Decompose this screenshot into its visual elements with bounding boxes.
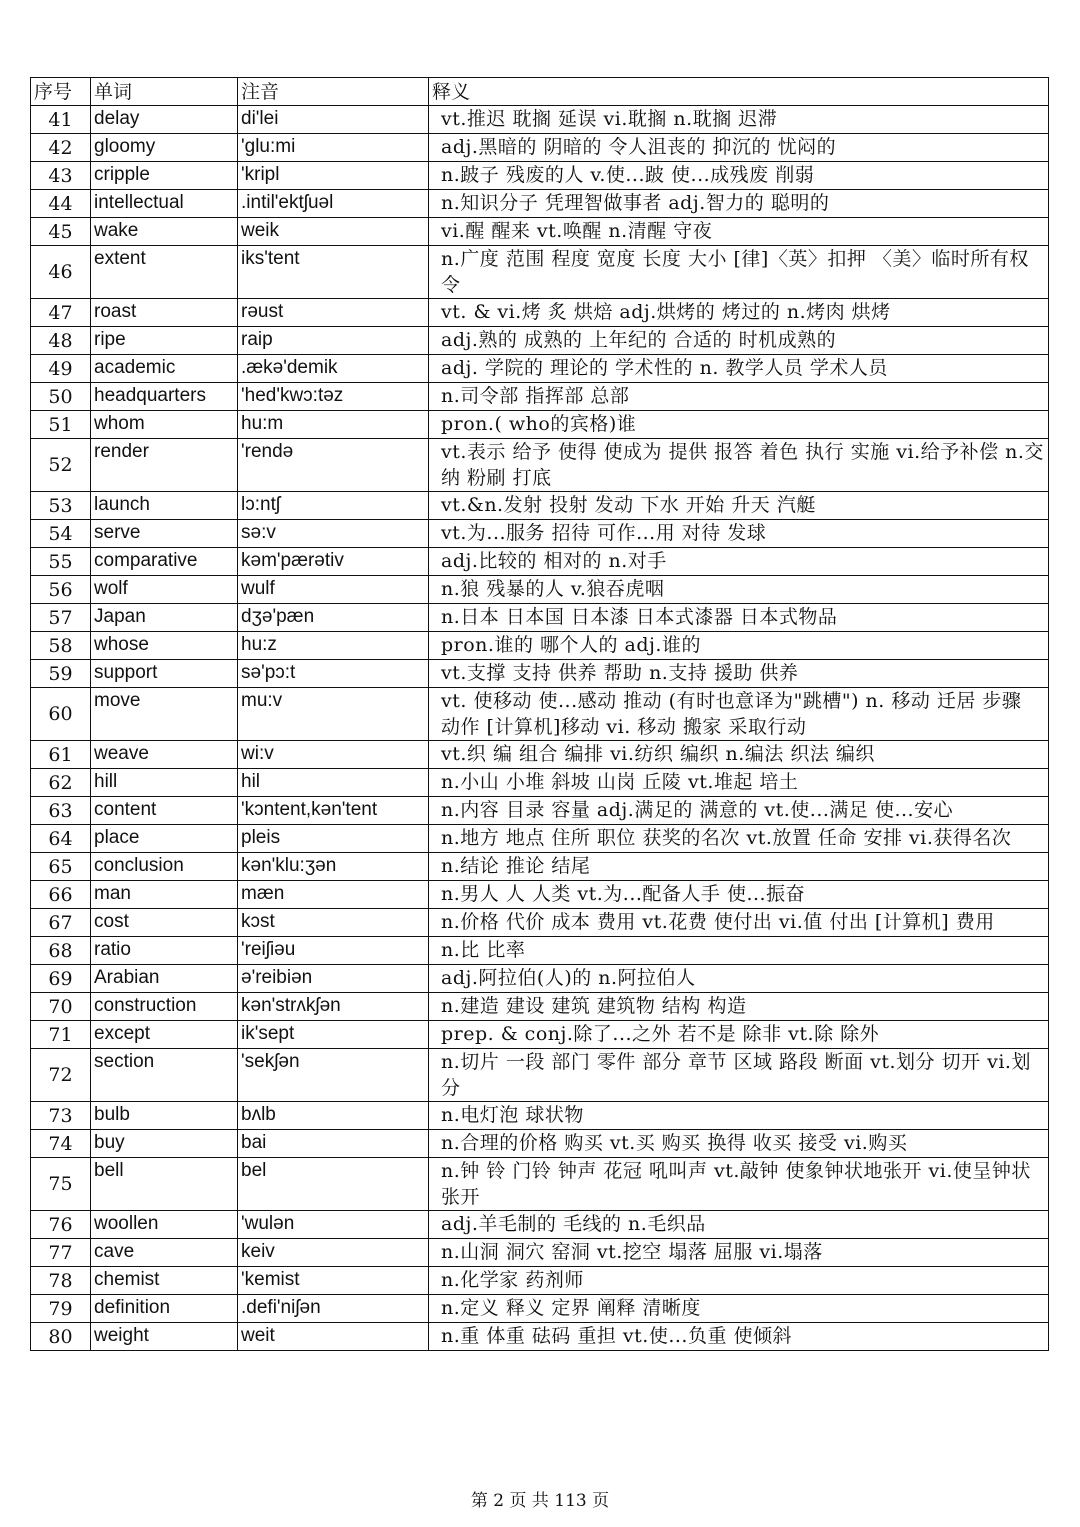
row-number: 53 <box>31 492 91 520</box>
row-word: delay <box>91 106 238 134</box>
row-number: 62 <box>31 769 91 797</box>
row-number: 57 <box>31 604 91 632</box>
table-row <box>31 246 1049 299</box>
vocabulary-sheet <box>30 77 1048 1351</box>
table-row <box>31 299 1049 327</box>
row-number: 79 <box>31 1295 91 1323</box>
row-meaning: n.合理的价格 购买 vt.买 购买 换得 收买 接受 vi.购买 <box>429 1130 1049 1158</box>
table-row <box>31 1021 1049 1049</box>
row-number: 80 <box>31 1323 91 1351</box>
row-phonetic: 'glu:mi <box>238 134 429 162</box>
row-meaning: n.比 比率 <box>429 937 1049 965</box>
table-row <box>31 632 1049 660</box>
row-phonetic: wi:v <box>238 741 429 769</box>
table-row <box>31 1158 1049 1211</box>
table-row <box>31 411 1049 439</box>
table-row <box>31 965 1049 993</box>
row-phonetic: kən'strʌkʃən <box>238 993 429 1021</box>
row-word: whose <box>91 632 238 660</box>
row-phonetic: iks'tent <box>238 246 429 299</box>
table-row <box>31 548 1049 576</box>
row-number: 68 <box>31 937 91 965</box>
row-meaning: vt.表示 给予 使得 使成为 提供 报答 着色 执行 实施 vi.给予补偿 n.交纳 粉刷 打底 <box>429 439 1049 492</box>
row-number: 51 <box>31 411 91 439</box>
row-phonetic: .intil'ektʃuəl <box>238 190 429 218</box>
row-word: intellectual <box>91 190 238 218</box>
row-phonetic: .defi'niʃən <box>238 1295 429 1323</box>
table-row <box>31 106 1049 134</box>
row-word: woollen <box>91 1211 238 1239</box>
row-meaning: n.狼 残暴的人 v.狼吞虎咽 <box>429 576 1049 604</box>
row-number: 76 <box>31 1211 91 1239</box>
row-phonetic: lɔ:ntʃ <box>238 492 429 520</box>
row-word: launch <box>91 492 238 520</box>
row-word: comparative <box>91 548 238 576</box>
row-word: cost <box>91 909 238 937</box>
table-row <box>31 825 1049 853</box>
table-row <box>31 576 1049 604</box>
header-word: 单词 <box>91 78 238 106</box>
row-word: except <box>91 1021 238 1049</box>
row-word: roast <box>91 299 238 327</box>
row-word: ripe <box>91 327 238 355</box>
table-header-row <box>31 78 1049 106</box>
table-row <box>31 1130 1049 1158</box>
row-word: section <box>91 1049 238 1102</box>
row-phonetic: 'wulən <box>238 1211 429 1239</box>
row-word: content <box>91 797 238 825</box>
row-number: 59 <box>31 660 91 688</box>
row-word: definition <box>91 1295 238 1323</box>
table-row <box>31 492 1049 520</box>
row-meaning: n.内容 目录 容量 adj.满足的 满意的 vt.使...满足 使...安心 <box>429 797 1049 825</box>
row-meaning: vt. & vi.烤 炙 烘焙 adj.烘烤的 烤过的 n.烤肉 烘烤 <box>429 299 1049 327</box>
table-row <box>31 604 1049 632</box>
row-meaning: n.小山 小堆 斜坡 山岗 丘陵 vt.堆起 培土 <box>429 769 1049 797</box>
row-meaning: n.电灯泡 球状物 <box>429 1102 1049 1130</box>
row-meaning: n.结论 推论 结尾 <box>429 853 1049 881</box>
row-meaning: n.男人 人 人类 vt.为...配备人手 使...振奋 <box>429 881 1049 909</box>
row-word: wolf <box>91 576 238 604</box>
row-phonetic: rəust <box>238 299 429 327</box>
row-phonetic: 'sekʃən <box>238 1049 429 1102</box>
row-phonetic: bel <box>238 1158 429 1211</box>
vocabulary-table <box>30 77 1049 1351</box>
header-phonetic: 注音 <box>238 78 429 106</box>
row-phonetic: bai <box>238 1130 429 1158</box>
row-meaning: n.钟 铃 门铃 钟声 花冠 吼叫声 vt.敲钟 使象钟状地张开 vi.使呈钟状 张开 <box>429 1158 1049 1211</box>
row-meaning: n.日本 日本国 日本漆 日本式漆器 日本式物品 <box>429 604 1049 632</box>
row-phonetic: bʌlb <box>238 1102 429 1130</box>
row-number: 46 <box>31 246 91 299</box>
row-phonetic: ik'sept <box>238 1021 429 1049</box>
row-number: 42 <box>31 134 91 162</box>
row-number: 47 <box>31 299 91 327</box>
row-phonetic: ə'reibiən <box>238 965 429 993</box>
row-meaning: vt.推迟 耽搁 延误 vi.耽搁 n.耽搁 迟滞 <box>429 106 1049 134</box>
table-row <box>31 853 1049 881</box>
table-row <box>31 993 1049 1021</box>
row-phonetic: mæn <box>238 881 429 909</box>
row-meaning: n.建造 建设 建筑 建筑物 结构 构造 <box>429 993 1049 1021</box>
row-number: 73 <box>31 1102 91 1130</box>
table-row <box>31 327 1049 355</box>
row-word: extent <box>91 246 238 299</box>
row-meaning: n.知识分子 凭理智做事者 adj.智力的 聪明的 <box>429 190 1049 218</box>
row-number: 63 <box>31 797 91 825</box>
row-word: move <box>91 688 238 741</box>
row-meaning: vt. 使移动 使...感动 推动 (有时也意译为"跳槽") n. 移动 迁居 步骤 动作 [计算机]移动 vi. 移动 搬家 采取行动 <box>429 688 1049 741</box>
row-meaning: adj. 学院的 理论的 学术性的 n. 教学人员 学术人员 <box>429 355 1049 383</box>
row-word: cave <box>91 1239 238 1267</box>
table-row <box>31 190 1049 218</box>
row-phonetic: sə:v <box>238 520 429 548</box>
row-number: 49 <box>31 355 91 383</box>
row-phonetic: sə'pɔ:t <box>238 660 429 688</box>
row-meaning: n.重 体重 砝码 重担 vt.使...负重 使倾斜 <box>429 1323 1049 1351</box>
table-row <box>31 797 1049 825</box>
row-meaning: n.广度 范围 程度 宽度 长度 大小 [律]〈英〉扣押 〈美〉临时所有权令 <box>429 246 1049 299</box>
row-phonetic: weik <box>238 218 429 246</box>
row-meaning: adj.比较的 相对的 n.对手 <box>429 548 1049 576</box>
row-number: 70 <box>31 993 91 1021</box>
row-word: gloomy <box>91 134 238 162</box>
row-meaning: n.跛子 残废的人 v.使...跛 使...成残废 削弱 <box>429 162 1049 190</box>
row-word: bell <box>91 1158 238 1211</box>
table-row <box>31 741 1049 769</box>
page-footer: 第 2 页 共 113 页 <box>470 1491 610 1511</box>
row-number: 75 <box>31 1158 91 1211</box>
header-number: 序号 <box>31 78 91 106</box>
row-number: 54 <box>31 520 91 548</box>
table-row <box>31 1323 1049 1351</box>
table-row <box>31 688 1049 741</box>
row-meaning: prep. & conj.除了...之外 若不是 除非 vt.除 除外 <box>429 1021 1049 1049</box>
row-word: conclusion <box>91 853 238 881</box>
row-word: weight <box>91 1323 238 1351</box>
row-phonetic: kəm'pærətiv <box>238 548 429 576</box>
row-meaning: vt.&n.发射 投射 发动 下水 开始 升天 汽艇 <box>429 492 1049 520</box>
table-row <box>31 1211 1049 1239</box>
table-row <box>31 881 1049 909</box>
row-phonetic: 'kɔntent,kən'tent <box>238 797 429 825</box>
row-phonetic: .ækə'demik <box>238 355 429 383</box>
row-number: 77 <box>31 1239 91 1267</box>
row-number: 65 <box>31 853 91 881</box>
table-row <box>31 1102 1049 1130</box>
row-phonetic: hil <box>238 769 429 797</box>
row-word: support <box>91 660 238 688</box>
row-meaning: adj.黑暗的 阴暗的 令人沮丧的 抑沉的 忧闷的 <box>429 134 1049 162</box>
row-phonetic: hu:z <box>238 632 429 660</box>
row-word: whom <box>91 411 238 439</box>
row-number: 55 <box>31 548 91 576</box>
row-phonetic: 'reiʃiəu <box>238 937 429 965</box>
row-number: 41 <box>31 106 91 134</box>
row-meaning: adj.阿拉伯(人)的 n.阿拉伯人 <box>429 965 1049 993</box>
row-number: 72 <box>31 1049 91 1102</box>
row-number: 50 <box>31 383 91 411</box>
row-meaning: vt.支撑 支持 供养 帮助 n.支持 援助 供养 <box>429 660 1049 688</box>
row-phonetic: hu:m <box>238 411 429 439</box>
row-phonetic: dʒə'pæn <box>238 604 429 632</box>
table-row <box>31 909 1049 937</box>
row-word: buy <box>91 1130 238 1158</box>
table-row <box>31 1049 1049 1102</box>
row-meaning: n.司令部 指挥部 总部 <box>429 383 1049 411</box>
table-row <box>31 218 1049 246</box>
row-number: 44 <box>31 190 91 218</box>
row-phonetic: di'lei <box>238 106 429 134</box>
row-word: place <box>91 825 238 853</box>
row-meaning: vt.为...服务 招待 可作...用 对待 发球 <box>429 520 1049 548</box>
row-word: ratio <box>91 937 238 965</box>
table-row <box>31 355 1049 383</box>
table-row <box>31 162 1049 190</box>
row-word: render <box>91 439 238 492</box>
table-row <box>31 1295 1049 1323</box>
row-word: wake <box>91 218 238 246</box>
row-word: construction <box>91 993 238 1021</box>
row-number: 74 <box>31 1130 91 1158</box>
row-word: serve <box>91 520 238 548</box>
row-number: 48 <box>31 327 91 355</box>
table-row <box>31 660 1049 688</box>
row-meaning: n.价格 代价 成本 费用 vt.花费 使付出 vi.值 付出 [计算机] 费用 <box>429 909 1049 937</box>
row-number: 45 <box>31 218 91 246</box>
table-row <box>31 1239 1049 1267</box>
row-word: headquarters <box>91 383 238 411</box>
row-number: 69 <box>31 965 91 993</box>
row-number: 67 <box>31 909 91 937</box>
row-phonetic: weit <box>238 1323 429 1351</box>
row-word: academic <box>91 355 238 383</box>
row-meaning: adj.熟的 成熟的 上年纪的 合适的 时机成熟的 <box>429 327 1049 355</box>
row-phonetic: 'kemist <box>238 1267 429 1295</box>
table-row <box>31 769 1049 797</box>
row-word: Arabian <box>91 965 238 993</box>
row-word: man <box>91 881 238 909</box>
row-meaning: n.山洞 洞穴 窑洞 vt.挖空 塌落 屈服 vi.塌落 <box>429 1239 1049 1267</box>
row-number: 52 <box>31 439 91 492</box>
row-word: chemist <box>91 1267 238 1295</box>
row-phonetic: wulf <box>238 576 429 604</box>
row-number: 71 <box>31 1021 91 1049</box>
table-row <box>31 1267 1049 1295</box>
row-word: cripple <box>91 162 238 190</box>
row-phonetic: 'kripl <box>238 162 429 190</box>
row-meaning: adj.羊毛制的 毛线的 n.毛织品 <box>429 1211 1049 1239</box>
row-phonetic: keiv <box>238 1239 429 1267</box>
table-row <box>31 520 1049 548</box>
row-word: hill <box>91 769 238 797</box>
row-word: Japan <box>91 604 238 632</box>
table-row <box>31 937 1049 965</box>
row-meaning: vi.醒 醒来 vt.唤醒 n.清醒 守夜 <box>429 218 1049 246</box>
table-row <box>31 134 1049 162</box>
row-meaning: n.地方 地点 住所 职位 获奖的名次 vt.放置 任命 安排 vi.获得名次 <box>429 825 1049 853</box>
row-phonetic: kɔst <box>238 909 429 937</box>
row-number: 56 <box>31 576 91 604</box>
row-number: 60 <box>31 688 91 741</box>
row-phonetic: 'rendə <box>238 439 429 492</box>
row-meaning: n.切片 一段 部门 零件 部分 章节 区域 路段 断面 vt.划分 切开 vi.划分 <box>429 1049 1049 1102</box>
row-word: weave <box>91 741 238 769</box>
row-phonetic: raip <box>238 327 429 355</box>
row-number: 58 <box>31 632 91 660</box>
row-meaning: vt.织 编 组合 编排 vi.纺织 编织 n.编法 织法 编织 <box>429 741 1049 769</box>
row-meaning: n.化学家 药剂师 <box>429 1267 1049 1295</box>
row-number: 66 <box>31 881 91 909</box>
row-number: 61 <box>31 741 91 769</box>
table-row <box>31 383 1049 411</box>
table-row <box>31 439 1049 492</box>
row-phonetic: pleis <box>238 825 429 853</box>
row-meaning: pron.( who的宾格)谁 <box>429 411 1049 439</box>
row-phonetic: mu:v <box>238 688 429 741</box>
row-phonetic: kən'klu:ʒən <box>238 853 429 881</box>
row-number: 64 <box>31 825 91 853</box>
row-meaning: n.定义 释义 定界 阐释 清晰度 <box>429 1295 1049 1323</box>
row-word: bulb <box>91 1102 238 1130</box>
table-body <box>31 106 1049 1351</box>
header-meaning: 释义 <box>429 78 1049 106</box>
row-meaning: pron.谁的 哪个人的 adj.谁的 <box>429 632 1049 660</box>
row-number: 43 <box>31 162 91 190</box>
row-number: 78 <box>31 1267 91 1295</box>
row-phonetic: 'hed'kwɔ:təz <box>238 383 429 411</box>
